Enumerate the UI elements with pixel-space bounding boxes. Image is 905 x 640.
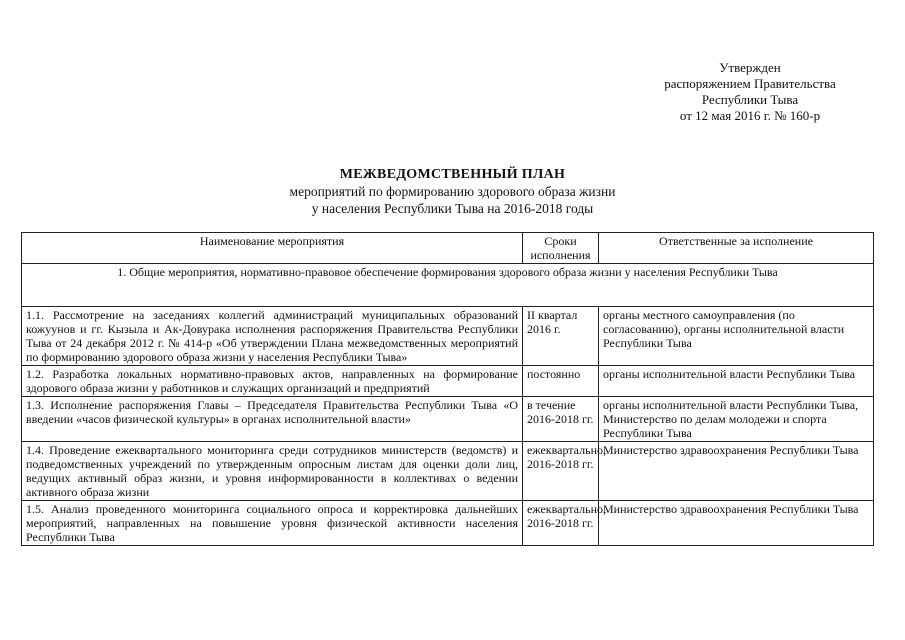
responsible-cell: Министерство здравоохранения Республики Тыва — [599, 442, 874, 501]
activity-cell: 1.1. Рассмотрение на заседаниях коллегий администраций муниципальных образований кожуунов и гг. Кызыла и Ак-Довурака исполнения распоряжения Правительства Республики Тыва от 24 декабря 2012 г. № 414-р «Об утверждении Плана межведомственных мероприятий по формированию здорового образа жизни у населения Республики Тыва» — [22, 307, 523, 366]
header-responsible: Ответственные за исполнение — [599, 233, 874, 264]
term-cell: II квартал 2016 г. — [523, 307, 599, 366]
responsible-cell: органы исполнительной власти Республики Тыва — [599, 366, 874, 397]
header-activity: Наименование мероприятия — [22, 233, 523, 264]
activity-cell: 1.4. Проведение ежеквартального мониторинга среди сотрудников министерств (ведомств) и подведомственных учреждений по утвержденным опросным листам для оценки доли лиц, ведущих активный образ жизни, и уровня информированности в коллективах о ведении активного образа жизни — [22, 442, 523, 501]
plan-title-sub-2: у населения Республики Тыва на 2016-2018 годы — [311, 201, 594, 216]
table-header-row — [22, 233, 874, 264]
term-cell: в течение 2016-2018 гг. — [523, 397, 599, 442]
plan-title — [0, 166, 905, 217]
activity-cell: 1.3. Исполнение распоряжения Главы – Председателя Правительства Республики Тыва «О введении «часов физической культуры» в органах исполнительной власти» — [22, 397, 523, 442]
responsible-cell: органы исполнительной власти Республики Тыва, Министерство по делам молодежи и спорта Республики Тыва — [599, 397, 874, 442]
approval-block — [600, 60, 900, 124]
term-cell: ежеквартально, 2016-2018 гг. — [523, 442, 599, 501]
responsible-cell: органы местного самоуправления (по согласованию), органы исполнительной власти Республики Тыва — [599, 307, 874, 366]
section-row — [22, 264, 874, 307]
activity-cell: 1.2. Разработка локальных нормативно-правовых актов, направленных на формирование здорового образа жизни у работников и служащих организаций и предприятий — [22, 366, 523, 397]
responsible-cell: Министерство здравоохранения Республики Тыва — [599, 501, 874, 546]
approval-line-4: от 12 мая 2016 г. № 160-р — [679, 108, 821, 123]
table-row — [22, 397, 874, 442]
approval-line-1: Утвержден — [719, 60, 781, 75]
term-cell: постоянно — [523, 366, 599, 397]
approval-line-3: Республики Тыва — [701, 92, 799, 107]
approval-line-2: распоряжением Правительства — [664, 76, 836, 91]
plan-title-sub-1: мероприятий по формированию здорового образа жизни — [289, 184, 616, 199]
plan-table — [21, 232, 874, 546]
table-row — [22, 307, 874, 366]
table-row — [22, 442, 874, 501]
table-row — [22, 501, 874, 546]
term-cell: ежеквартально, 2016-2018 гг. — [523, 501, 599, 546]
section-title: 1. Общие мероприятия, нормативно-правовое обеспечение формирования здорового образа жизни у населения Республики Тыва — [22, 264, 874, 307]
table-row — [22, 366, 874, 397]
activity-cell: 1.5. Анализ проведенного мониторинга социального опроса и корректировка дальнейших мероприятий, направленных на повышение уровня физической активности населения Республики Тыва — [22, 501, 523, 546]
plan-title-main: МЕЖВЕДОМСТВЕННЫЙ ПЛАН — [339, 167, 566, 182]
header-term: Сроки исполнения — [523, 233, 599, 264]
